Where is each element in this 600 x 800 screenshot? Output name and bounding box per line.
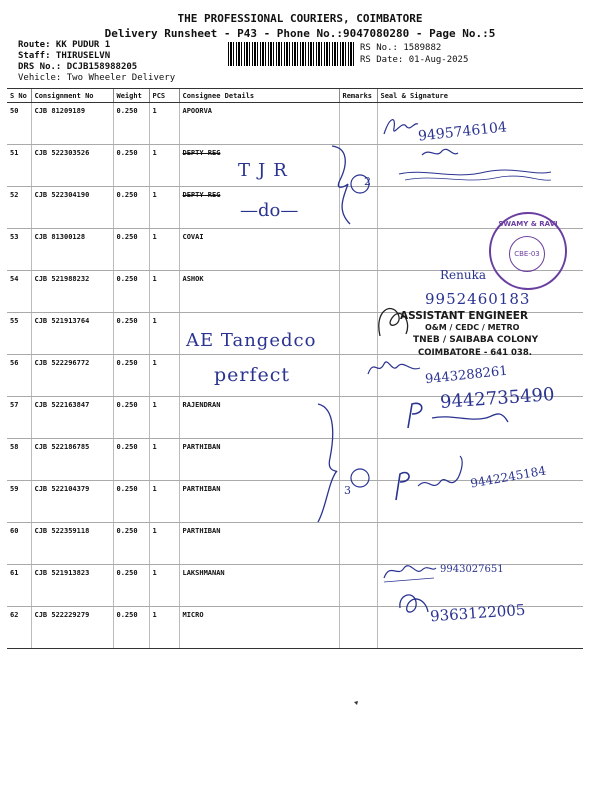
rs-date: RS Date: 01-Aug-2025 <box>360 55 469 65</box>
ink-speck <box>352 698 362 708</box>
cell-consignment: CJB 522104379 <box>31 481 113 523</box>
cell-sno: 59 <box>7 481 31 523</box>
cell-consignment: CJB 522304190 <box>31 187 113 229</box>
handwritten-phone: 9943027651 <box>440 564 504 575</box>
cell-consignee: DEPTY REG <box>179 187 339 229</box>
cell-pcs: 1 <box>149 355 179 397</box>
round-seal: SWAMY & RAVI CBE-03 <box>489 212 567 290</box>
cell-weight: 0.250 <box>113 103 149 145</box>
signature-62 <box>394 588 434 622</box>
cell-remarks <box>339 103 377 145</box>
cell-consignment: CJB 522296772 <box>31 355 113 397</box>
cell-pcs: 1 <box>149 439 179 481</box>
engineer-stamp-line1: ASSISTANT ENGINEER <box>400 310 529 322</box>
staff-label: Staff: THIRUSELVN <box>18 51 111 61</box>
signature-59 <box>388 450 468 502</box>
cell-remarks <box>339 607 377 649</box>
cell-weight: 0.250 <box>113 481 149 523</box>
cell-pcs: 1 <box>149 229 179 271</box>
cell-consignee: LAKSHMANAN <box>179 565 339 607</box>
cell-consignee: PARTHIBAN <box>179 481 339 523</box>
cell-consignment: CJB 81300128 <box>31 229 113 271</box>
cell-consignment: CJB 81209189 <box>31 103 113 145</box>
cell-sno: 53 <box>7 229 31 271</box>
cell-consignment: CJB 522229279 <box>31 607 113 649</box>
cell-sno: 52 <box>7 187 31 229</box>
cell-weight: 0.250 <box>113 439 149 481</box>
engineer-stamp-line4: COIMBATORE - 641 038. <box>418 348 532 358</box>
runsheet-subtitle: Delivery Runsheet - P43 - Phone No.:9047080280 - Page No.:5 <box>104 27 496 40</box>
ink-scribble-stamp <box>395 160 555 186</box>
cell-weight: 0.250 <box>113 355 149 397</box>
handwritten-tjr: TJR <box>238 160 295 181</box>
handwritten-phone: 9442245184 <box>469 463 547 491</box>
col-remarks: Remarks <box>339 89 377 103</box>
cell-consignment: CJB 521913823 <box>31 565 113 607</box>
signature-57 <box>402 400 512 430</box>
cell-consignee: APOORVA <box>179 103 339 145</box>
cell-consignment: CJB 522303526 <box>31 145 113 187</box>
engineer-stamp-line3: TNEB / SAIBABA COLONY <box>413 335 539 345</box>
group-number-3: 3 <box>344 484 351 497</box>
cell-remarks <box>339 229 377 271</box>
signature-51 <box>420 145 460 161</box>
cell-sno: 62 <box>7 607 31 649</box>
cell-pcs: 1 <box>149 103 179 145</box>
cell-pcs: 1 <box>149 145 179 187</box>
cell-consignment: CJB 521913764 <box>31 313 113 355</box>
route-label: Route: KK PUDUR 1 <box>18 40 111 50</box>
cell-sno: 56 <box>7 355 31 397</box>
col-weight: Weight <box>113 89 149 103</box>
handwritten-phone: 9495746104 <box>417 119 508 145</box>
cell-consignee: PARTHIBAN <box>179 523 339 565</box>
handwritten-phone: 9442735490 <box>439 384 556 413</box>
cell-sno: 55 <box>7 313 31 355</box>
cell-sno: 58 <box>7 439 31 481</box>
handwritten-remark: perfect <box>214 364 291 386</box>
cell-sno: 60 <box>7 523 31 565</box>
cell-consignment: CJB 521988232 <box>31 271 113 313</box>
col-consignee: Consignee Details <box>179 89 339 103</box>
cell-remarks <box>339 565 377 607</box>
cell-consignee: COVAI <box>179 229 339 271</box>
group-number-2: 2 <box>364 175 371 188</box>
cell-pcs: 1 <box>149 523 179 565</box>
handwritten-ditto: —do— <box>240 200 299 221</box>
signature-50 <box>380 112 420 140</box>
drs-label: DRS No.: DCJB158988205 <box>18 62 138 72</box>
handwritten-name: Renuka <box>440 268 487 282</box>
col-sno: S No <box>7 89 31 103</box>
cell-weight: 0.250 <box>113 187 149 229</box>
cell-weight: 0.250 <box>113 523 149 565</box>
cell-weight: 0.250 <box>113 145 149 187</box>
cell-sno: 54 <box>7 271 31 313</box>
barcode <box>228 42 354 66</box>
handwritten-phone: 9443288261 <box>424 363 509 388</box>
cell-consignee: ASHOK <box>179 271 339 313</box>
cell-consignee: MICRO <box>179 607 339 649</box>
cell-sno: 61 <box>7 565 31 607</box>
signature-56 <box>366 356 422 380</box>
cell-sno: 50 <box>7 103 31 145</box>
cell-consignment: CJB 522163847 <box>31 397 113 439</box>
vehicle-label: Vehicle: Two Wheeler Delivery <box>18 73 176 83</box>
cell-weight: 0.250 <box>113 607 149 649</box>
cell-weight: 0.250 <box>113 271 149 313</box>
cell-remarks <box>339 523 377 565</box>
cell-consignee: DEPTY REG <box>179 145 339 187</box>
bracket-rows-58-60 <box>312 398 372 528</box>
cell-consignment: CJB 522359118 <box>31 523 113 565</box>
cell-consignment: CJB 522186785 <box>31 439 113 481</box>
cell-pcs: 1 <box>149 187 179 229</box>
cell-sno: 57 <box>7 397 31 439</box>
cell-consignee: PARTHIBAN <box>179 439 339 481</box>
engineer-stamp-line2: O&M / CEDC / METRO <box>425 323 520 332</box>
cell-pcs: 1 <box>149 481 179 523</box>
cell-pcs: 1 <box>149 313 179 355</box>
handwritten-phone: 9952460183 <box>425 290 531 308</box>
handwritten-remark: AE Tangedco <box>186 330 317 351</box>
cell-pcs: 1 <box>149 397 179 439</box>
cell-weight: 0.250 <box>113 397 149 439</box>
col-pcs: PCS <box>149 89 179 103</box>
table-header-row <box>7 89 583 103</box>
table-row <box>7 481 583 523</box>
cell-pcs: 1 <box>149 565 179 607</box>
cell-pcs: 1 <box>149 271 179 313</box>
cell-sno: 51 <box>7 145 31 187</box>
cell-weight: 0.250 <box>113 565 149 607</box>
cell-pcs: 1 <box>149 607 179 649</box>
col-signature: Seal & Signature <box>377 89 583 103</box>
table-row <box>7 523 583 565</box>
cell-consignee: RAJENDRAN <box>179 397 339 439</box>
handwritten-phone: 9363122005 <box>429 600 526 626</box>
col-consignment: Consignment No <box>31 89 113 103</box>
company-title: THE PROFESSIONAL COURIERS, COIMBATORE <box>177 12 423 25</box>
signature-61 <box>382 558 438 586</box>
cell-weight: 0.250 <box>113 229 149 271</box>
cell-weight: 0.250 <box>113 313 149 355</box>
rs-number: RS No.: 1589882 <box>360 43 442 53</box>
